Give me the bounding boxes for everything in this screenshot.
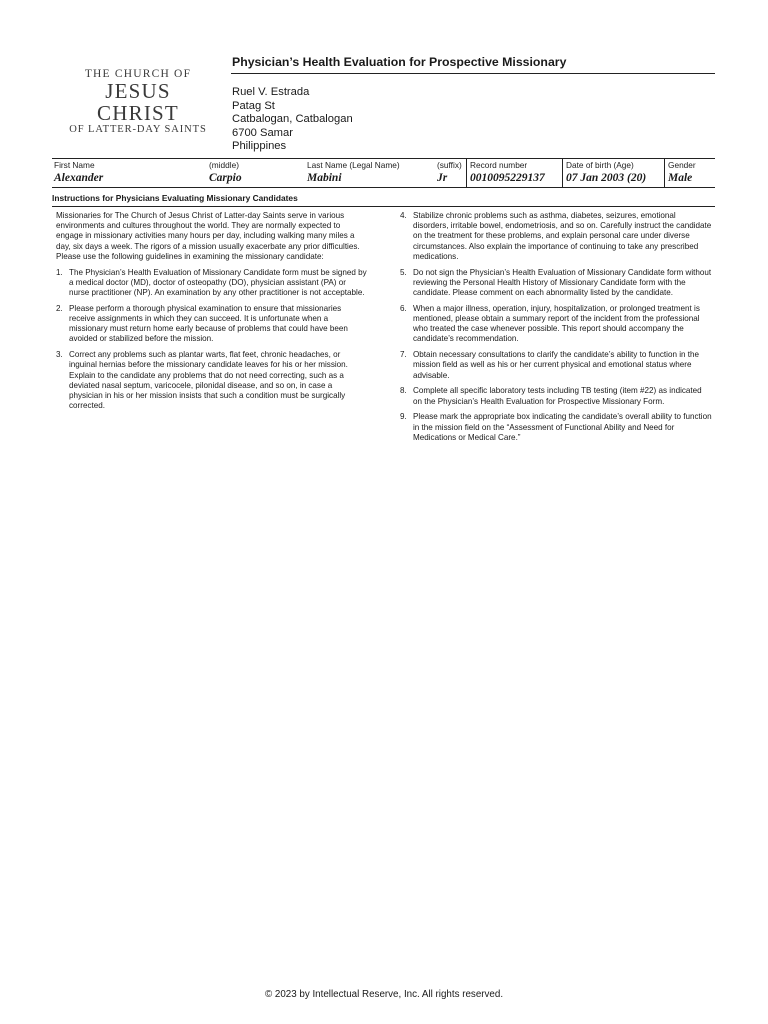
- instruction-number: 9.: [400, 412, 407, 422]
- logo-line-3: OF LATTER-DAY SAINTS: [69, 124, 207, 135]
- date-of-birth-value: 07 Jan 2003 (20): [566, 172, 647, 184]
- instruction-text: Complete all specific laboratory tests including TB testing (item #22) as indicated on the Physician’s Health Evaluation for Prospective Missionary Form.: [413, 386, 702, 406]
- record-number-label: Record number: [470, 160, 528, 170]
- middle-name-field: [207, 159, 302, 187]
- instructions-left-column: [56, 211, 368, 417]
- first-name-label: First Name: [54, 160, 95, 170]
- suffix-value: Jr: [437, 172, 448, 184]
- address-line: Catbalogan, Catbalogan: [232, 113, 353, 125]
- last-name-field: [305, 159, 435, 187]
- record-number-field: [468, 159, 561, 187]
- title-divider: [231, 73, 715, 74]
- column-divider: [466, 159, 467, 187]
- instruction-item: [400, 386, 712, 406]
- gender-field: [666, 159, 714, 187]
- middle-name-label: (middle): [209, 160, 239, 170]
- gender-label: Gender: [668, 160, 696, 170]
- instruction-number: 5.: [400, 267, 407, 277]
- first-name-value: Alexander: [54, 172, 104, 184]
- instruction-number: 3.: [56, 350, 63, 360]
- date-of-birth-label: Date of birth (Age): [566, 160, 634, 170]
- instructions-intro: Missionaries for The Church of Jesus Christ of Latter-day Saints serve in various environments and cultures throughout the world. They are normally expected to engage in missionary activities many hours per day, including walking many miles a day, six days a week. The rigors of a mission usually exacerbate any prior difficulties. Please use the following guidelines in examining the missionary candidate:: [56, 211, 360, 261]
- instructions-list-right: [400, 211, 712, 443]
- instruction-item: [56, 268, 368, 299]
- instructions-divider: [52, 206, 715, 207]
- instruction-number: 8.: [400, 386, 407, 396]
- last-name-value: Mabini: [307, 172, 342, 184]
- address-line: Patag St: [232, 99, 275, 112]
- middle-name-value: Carpio: [209, 172, 242, 184]
- instruction-number: 2.: [56, 303, 63, 313]
- instruction-text: Please mark the appropriate box indicating the candidate’s overall ability to function in the mission field on the “Assessment of Functional Ability and Need for Medications or Medical Care.”: [413, 412, 712, 442]
- form-title: Physician’s Health Evaluation for Prospective Missionary: [232, 55, 567, 69]
- instruction-text: The Physician’s Health Evaluation of Missionary Candidate form must be signed by a medical doctor (MD), doctor of osteopathy (DO), physician assistant (PA) or nurse practitioner (NP). An examination by any other practitioner is not acceptable.: [69, 267, 367, 297]
- instruction-text: Stabilize chronic problems such as asthma, diabetes, seizures, emotional disorders, irritable bowel, endometriosis, and so on. Carefully instruct the candidate on the treatment for these problems, and explain personal care under diverse circumstances. Also explain the importance of continuing to take any prescribed medications.: [413, 211, 712, 261]
- instruction-text: Do not sign the Physician’s Health Evaluation of Missionary Candidate form without reviewing the Personal Health History of Missionary Candidate form with the candidate. Please comment on each abnormality listed by the candidate.: [413, 267, 712, 298]
- instruction-number: 1.: [56, 267, 63, 277]
- last-name-label: Last Name (Legal Name): [307, 160, 400, 170]
- record-number-value: 0010095229137: [470, 172, 545, 184]
- instruction-number: 6.: [400, 303, 407, 313]
- logo-line-1: THE CHURCH OF: [84, 68, 192, 80]
- instruction-item: [56, 304, 368, 345]
- instruction-item: [400, 304, 712, 345]
- instruction-item: [56, 350, 368, 411]
- address-line: Ruel V. Estrada: [232, 86, 310, 98]
- copyright-footer: © 2023 by Intellectual Reserve, Inc. All rights reserved.: [264, 989, 504, 1000]
- candidate-info-row: [52, 158, 715, 188]
- instruction-text: Please perform a thorough physical examination to ensure that missionaries receive assignments in which they can succeed. It is unfortunate when a missionary must return home early because of problems that could have been avoided or stabilized before the mission.: [69, 303, 348, 344]
- suffix-label: (suffix): [437, 160, 462, 170]
- column-divider: [664, 159, 665, 187]
- instruction-number: 4.: [400, 211, 407, 220]
- address-block: [232, 86, 353, 154]
- instruction-item: [400, 211, 712, 262]
- first-name-field: [52, 159, 202, 187]
- instruction-text: Correct any problems such as plantar warts, flat feet, chronic headaches, or inguinal hernias before the missionary candidate leaves for his or her mission. Explain to the candidate any problems that do not need correcting, such as a deviated nasal septum, varicocele, pilonidal disease, and so on, in case a physician in his or her mission insists that such a condition must be surgically corrected.: [69, 350, 348, 411]
- instruction-text: Obtain necessary consultations to clarify the candidate’s ability to function in the mission field as well as his or her current physical and emotional status where advisable.: [413, 350, 699, 380]
- instruction-text: When a major illness, operation, injury, hospitalization, or prolonged treatment is mentioned, please obtain a summary report of the incident from the professional who treated the case whenever possible. This report should accompany the candidate’s recommendation.: [413, 303, 700, 344]
- date-of-birth-field: [564, 159, 662, 187]
- instructions-list-left: [56, 268, 368, 412]
- address-line: Philippines: [232, 140, 287, 152]
- logo-line-2: JESUS CHRIST: [97, 79, 179, 125]
- instructions-heading: Instructions for Physicians Evaluating Missionary Candidates: [52, 193, 298, 203]
- gender-value: Male: [668, 172, 693, 184]
- suffix-field: [435, 159, 465, 187]
- instruction-item: [400, 268, 712, 299]
- instructions-right-column: [400, 211, 712, 449]
- column-divider: [562, 159, 563, 187]
- instruction-item: [400, 412, 712, 443]
- church-logo: [64, 68, 212, 135]
- address-line: 6700 Samar: [232, 126, 293, 139]
- instruction-number: 7.: [400, 350, 407, 360]
- instruction-item: [400, 350, 712, 381]
